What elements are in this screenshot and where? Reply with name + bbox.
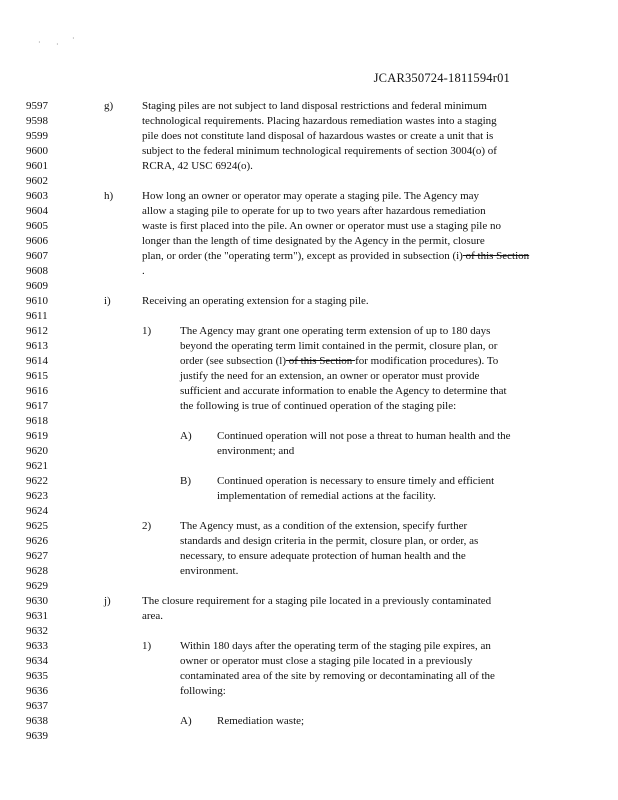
line-number: 9633 bbox=[26, 640, 48, 652]
paragraph-label-j-1: 1) bbox=[142, 640, 152, 652]
line-number: 9626 bbox=[26, 535, 48, 547]
line-number: 9624 bbox=[26, 505, 48, 517]
line-number: 9617 bbox=[26, 400, 48, 412]
struck-text: of this Section bbox=[462, 250, 530, 262]
struck-text: of this Section bbox=[286, 355, 356, 367]
paragraph-i-2-line: necessary, to ensure adequate protection of human health and the bbox=[180, 550, 466, 562]
paragraph-j-1-line: following: bbox=[180, 685, 226, 697]
subsection-g-line: RCRA, 42 USC 6924(o). bbox=[142, 160, 253, 172]
line-number: 9635 bbox=[26, 670, 48, 682]
subsection-h-line: How long an owner or operator may operate a staging pile. The Agency may bbox=[142, 190, 480, 202]
subsection-label-i: i) bbox=[104, 295, 111, 307]
subsection-i-heading: Receiving an operating extension for a staging pile. bbox=[142, 295, 369, 307]
item-label-i-1-A: A) bbox=[180, 430, 192, 442]
subsection-g-line: pile does not constitute land disposal of hazardous wastes or create a unit that is bbox=[142, 130, 494, 142]
subsection-h-line: waste is first placed into the pile. An owner or operator must use a staging pile no bbox=[142, 220, 501, 232]
line-number: 9614 bbox=[26, 355, 48, 367]
line-number: 9615 bbox=[26, 370, 48, 382]
line-number: 9616 bbox=[26, 385, 48, 397]
line-number: 9636 bbox=[26, 685, 48, 697]
line-number: 9597 bbox=[26, 100, 48, 112]
line-number: 9631 bbox=[26, 610, 48, 622]
subsection-g-line: subject to the federal minimum technological requirements of section 3004(o) of bbox=[142, 145, 497, 157]
line-number: 9609 bbox=[26, 280, 48, 292]
line-number: 9604 bbox=[26, 205, 48, 217]
line-number: 9623 bbox=[26, 490, 48, 502]
line-number: 9625 bbox=[26, 520, 48, 532]
subsection-label-h: h) bbox=[104, 190, 114, 202]
item-i-1-B-line: Continued operation is necessary to ensure timely and efficient bbox=[217, 475, 495, 487]
paragraph-label-i-2: 2) bbox=[142, 520, 152, 532]
line-number: 9605 bbox=[26, 220, 48, 232]
paragraph-i-2-line: environment. bbox=[180, 565, 239, 577]
item-j-1-A-text: Remediation waste; bbox=[217, 715, 305, 727]
subsection-h-line: longer than the length of time designated by the Agency in the permit, closure bbox=[142, 235, 485, 247]
item-label-j-1-A: A) bbox=[180, 715, 192, 727]
line-number: 9611 bbox=[26, 310, 48, 322]
subsection-h-line-end: . bbox=[142, 265, 145, 277]
line-number: 9622 bbox=[26, 475, 48, 487]
line-number: 9613 bbox=[26, 340, 48, 352]
line-number: 9602 bbox=[26, 175, 48, 187]
line-number: 9619 bbox=[26, 430, 48, 442]
paragraph-j-1-line: owner or operator must close a staging pile located in a previously bbox=[180, 655, 473, 667]
subsection-h-line: allow a staging pile to operate for up to two years after hazardous remediation bbox=[142, 205, 486, 217]
subsection-h-line-text: plan, or order (the "operating term"), except as provided in subsection (i) bbox=[142, 250, 463, 262]
subsection-j-line: area. bbox=[142, 610, 164, 622]
item-label-i-1-B: B) bbox=[180, 475, 191, 487]
paragraph-i-1-line: beyond the operating term limit contained in the permit, closure plan, or bbox=[180, 340, 498, 352]
line-number: 9599 bbox=[26, 130, 48, 142]
subsection-g-line: technological requirements. Placing hazardous remediation wastes into a staging bbox=[142, 115, 497, 127]
line-number: 9620 bbox=[26, 445, 48, 457]
line-number: 9606 bbox=[26, 235, 48, 247]
paragraph-i-1-line: the following is true of continued operation of the staging pile: bbox=[180, 400, 457, 412]
paragraph-i-2-line: The Agency must, as a condition of the extension, specify further bbox=[180, 520, 468, 532]
line-number: 9612 bbox=[26, 325, 48, 337]
paragraph-i-1-line: justify the need for an extension, an owner or operator must provide bbox=[180, 370, 480, 382]
line-number: 9634 bbox=[26, 655, 48, 667]
line-number: 9621 bbox=[26, 460, 48, 472]
paragraph-i-1-line: sufficient and accurate information to enable the Agency to determine that bbox=[180, 385, 507, 397]
line-number: 9627 bbox=[26, 550, 48, 562]
paragraph-i-1-text: order (see subsection (l) bbox=[180, 355, 286, 367]
paragraph-label-i-1: 1) bbox=[142, 325, 152, 337]
line-number: 9601 bbox=[26, 160, 48, 172]
line-number: 9598 bbox=[26, 115, 48, 127]
subsection-label-j: j) bbox=[104, 595, 111, 607]
line-number: 9610 bbox=[26, 295, 48, 307]
subsection-h-line bbox=[142, 249, 529, 264]
paragraph-i-1-line bbox=[180, 354, 498, 369]
line-number: 9618 bbox=[26, 415, 48, 427]
line-number: 9603 bbox=[26, 190, 48, 202]
item-i-1-A-line: Continued operation will not pose a threat to human health and the bbox=[217, 430, 511, 442]
paragraph-i-1-line: The Agency may grant one operating term extension of up to 180 days bbox=[180, 325, 491, 337]
paragraph-i-1-text: for modification procedures). To bbox=[355, 355, 499, 367]
line-number: 9629 bbox=[26, 580, 48, 592]
line-number: 9639 bbox=[26, 730, 48, 742]
paragraph-i-2-line: standards and design criteria in the permit, closure plan, or order, as bbox=[180, 535, 479, 547]
line-number: 9608 bbox=[26, 265, 48, 277]
paragraph-j-1-line: Within 180 days after the operating term of the staging pile expires, an bbox=[180, 640, 491, 652]
item-i-1-A-line: environment; and bbox=[217, 445, 295, 457]
line-number: 9637 bbox=[26, 700, 48, 712]
line-number: 9600 bbox=[26, 145, 48, 157]
subsection-j-line: The closure requirement for a staging pile located in a previously contaminated bbox=[142, 595, 492, 607]
item-i-1-B-line: implementation of remedial actions at the facility. bbox=[217, 490, 436, 502]
line-number: 9628 bbox=[26, 565, 48, 577]
subsection-g-line: Staging piles are not subject to land disposal restrictions and federal minimum bbox=[142, 100, 487, 112]
document-id-header: JCAR350724-1811594r01 bbox=[373, 71, 510, 85]
line-number: 9632 bbox=[26, 625, 48, 637]
line-number: 9607 bbox=[26, 250, 48, 262]
line-number: 9638 bbox=[26, 715, 48, 727]
line-number: 9630 bbox=[26, 595, 48, 607]
paragraph-j-1-line: contaminated area of the site by removing or decontaminating all of the bbox=[180, 670, 495, 682]
subsection-label-g: g) bbox=[104, 100, 114, 112]
